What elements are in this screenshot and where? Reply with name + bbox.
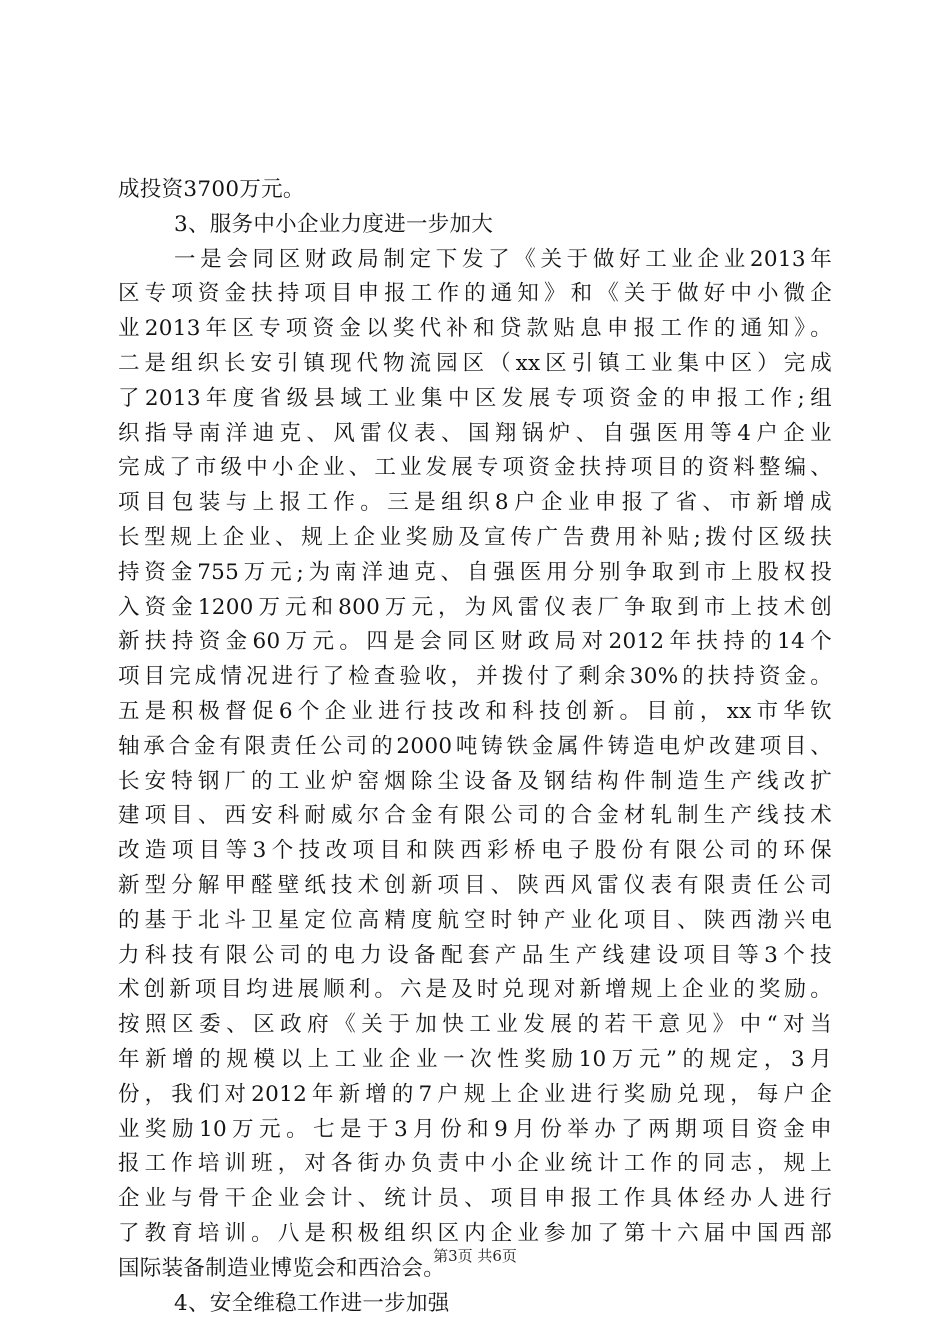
text-line: 的基于北斗卫星定位高精度航空时钟产业化项目、陕西渤兴电 [118,907,832,933]
text-line: 持资金755万元;为南洋迪克、自强医用分别争取到市上股权投 [118,559,832,585]
text-line: 一是会同区财政局制定下发了《关于做好工业企业2013年 [174,246,832,272]
text-line: 二是组织长安引镇现代物流园区（xx区引镇工业集中区）完成 [118,350,832,376]
text-line: 改造项目等3个技改项目和陕西彩桥电子股份有限公司的环保 [118,838,832,864]
page-number-footer: 第3页 共6页 [433,1247,517,1265]
text-line: 项目完成情况进行了检查验收，并拨付了剩余30%的扶持资金。 [118,664,832,690]
text-line: 业奖励10万元。七是于3月份和9月份举办了两期项目资金申 [118,1116,832,1142]
text-line: 企业与骨干企业会计、统计员、项目申报工作具体经办人进行 [118,1186,832,1212]
text-line: 业2013年区专项资金以奖代补和贷款贴息申报工作的通知》。 [118,316,832,342]
text-line: 建项目、西安科耐威尔合金有限公司的合金材轧制生产线技术 [118,803,832,829]
text-line: 国际装备制造业博览会和西洽会。 [118,1255,446,1281]
text-line: 织指导南洋迪克、风雷仪表、国翔锅炉、自强医用等4户企业 [118,420,832,446]
document-body [118,173,832,1321]
text-line: 按照区委、区政府《关于加快工业发展的若干意见》中“对当 [118,1012,832,1038]
text-line: 新扶持资金60万元。四是会同区财政局对2012年扶持的14个 [118,629,832,655]
text-line: 了教育培训。八是积极组织区内企业参加了第十六届中国西部 [118,1220,832,1246]
text-line: 长安特钢厂的工业炉窑烟除尘设备及钢结构件制造生产线改扩 [118,768,832,794]
text-line: 长型规上企业、规上企业奖励及宣传广告费用补贴;拨付区级扶 [118,524,832,550]
text-line: 份，我们对2012年新增的7户规上企业进行奖励兑现，每户企 [118,1081,832,1107]
text-line: 区专项资金扶持项目申报工作的通知》和《关于做好中小微企 [118,281,832,307]
text-line: 了2013年度省级县域工业集中区发展专项资金的申报工作;组 [118,385,832,411]
section-heading: 3、服务中小企业力度进一步加大 [174,211,494,237]
text-line: 术创新项目均进展顺利。六是及时兑现对新增规上企业的奖励。 [118,977,832,1003]
text-line: 完成了市级中小企业、工业发展专项资金扶持项目的资料整编、 [118,455,832,481]
text-line: 力科技有限公司的电力设备配套产品生产线建设项目等3个技 [118,942,832,968]
text-line: 新型分解甲醛壁纸技术创新项目、陕西风雷仪表有限责任公司 [118,872,832,898]
text-line: 五是积极督促6个企业进行技改和科技创新。目前，xx市华钦 [118,698,832,724]
text-line: 报工作培训班，对各街办负责中小企业统计工作的同志，规上 [118,1151,832,1177]
text-line: 入资金1200万元和800万元，为风雷仪表厂争取到市上技术创 [118,594,832,620]
text-line: 项目包装与上报工作。三是组织8户企业申报了省、市新增成 [118,490,832,516]
text-line: 轴承合金有限责任公司的2000吨铸铁金属件铸造电炉改建项目、 [118,733,832,759]
text-line: 年新增的规模以上工业企业一次性奖励10万元”的规定，3月 [118,1046,832,1072]
text-line: 成投资3700万元。 [118,177,305,202]
section-heading: 4、安全维稳工作进一步加强 [174,1290,450,1316]
